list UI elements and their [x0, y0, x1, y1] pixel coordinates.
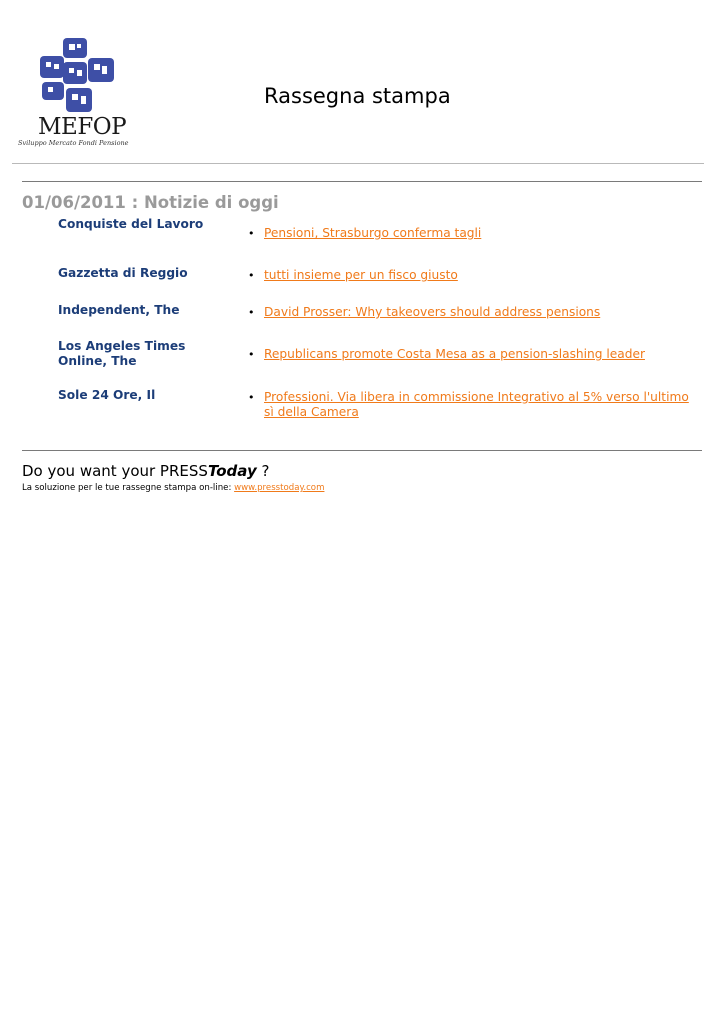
news-headline-link[interactable]: Republicans promote Costa Mesa as a pension-slashing leader [264, 347, 645, 361]
bullet-icon: • [248, 269, 255, 282]
news-source: Independent, The [58, 303, 180, 317]
news-article [248, 226, 696, 241]
promo-heading [22, 462, 269, 480]
news-source: Gazzetta di Reggio [58, 266, 188, 280]
mefop-logo-icon [36, 36, 120, 116]
footer-divider [22, 450, 702, 451]
bullet-icon: • [248, 391, 255, 404]
promo-sub-text: La soluzione per le tue rassegne stampa on-line: [22, 483, 235, 493]
promo-subtext [22, 483, 324, 493]
bullet-icon: • [248, 348, 255, 361]
promo-brand: Today [207, 462, 257, 480]
header-divider [12, 163, 704, 164]
news-headline-link[interactable]: Pensioni, Strasburgo conferma tagli [264, 226, 482, 240]
page-title: Rassegna stampa [264, 84, 451, 108]
logo-tagline: Sviluppo Mercato Fondi Pensione [18, 139, 129, 147]
news-headline-link[interactable]: tutti insieme per un fisco giusto [264, 268, 458, 282]
bullet-icon: • [248, 306, 255, 319]
news-article [248, 390, 696, 420]
news-headline-link[interactable]: David Prosser: Why takeovers should address pensions [264, 305, 601, 319]
news-source: Los Angeles Times Online, The [58, 339, 186, 368]
promo-tail: ? [256, 462, 270, 480]
bullet-icon: • [248, 227, 255, 240]
news-headline-link[interactable]: Professioni. Via libera in commissione Integrativo al 5% verso l'ultimo sì della Camera [264, 390, 689, 419]
promo-lead: Do you want your PRESS [22, 462, 208, 480]
section-title: 01/06/2011 : Notizie di oggi [22, 193, 279, 212]
mefop-logo [18, 36, 142, 156]
section-divider [22, 181, 702, 182]
news-source: Sole 24 Ore, Il [58, 388, 156, 402]
news-article [248, 305, 696, 320]
news-article [248, 268, 696, 283]
presstoday-link[interactable]: www.presstoday.com [234, 483, 325, 493]
news-source: Conquiste del Lavoro [58, 217, 204, 231]
logo-wordmark: MEFOP [38, 114, 127, 140]
news-article [248, 347, 696, 362]
